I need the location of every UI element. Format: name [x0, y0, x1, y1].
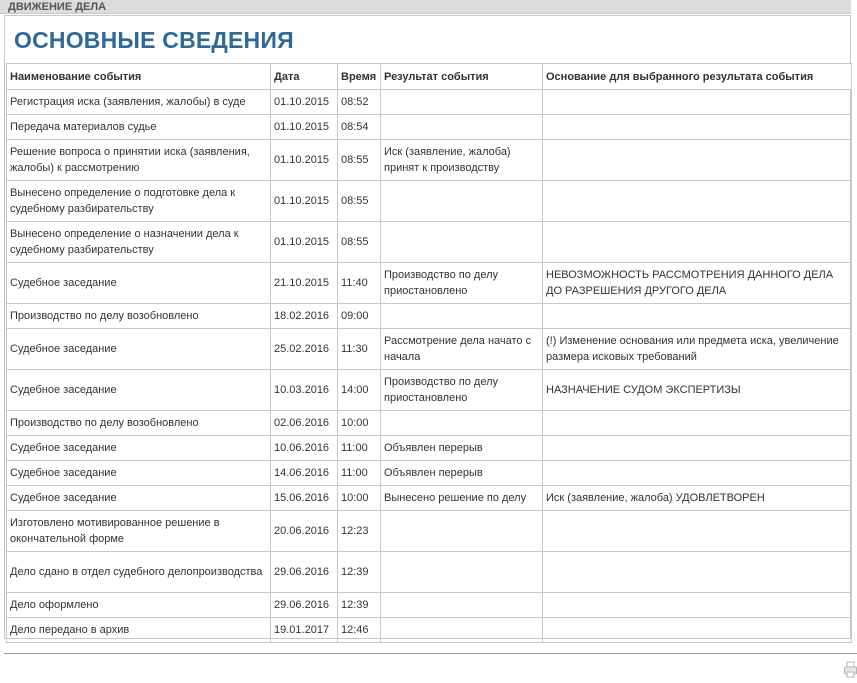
time-cell: 09:00	[338, 304, 381, 329]
table-row	[7, 552, 852, 593]
table-row	[7, 618, 852, 643]
event-name-cell: Судебное заседание	[7, 461, 271, 486]
date-cell: 21.10.2015	[271, 263, 338, 304]
table-row	[7, 115, 852, 140]
basis-cell: Иск (заявление, жалоба) УДОВЛЕТВОРЕН	[543, 486, 852, 511]
table-row	[7, 222, 852, 263]
time-cell: 14:00	[338, 370, 381, 411]
column-header-event: Наименование события	[7, 64, 271, 90]
table-row	[7, 370, 852, 411]
time-cell: 12:39	[338, 552, 381, 593]
event-name-cell: Дело сдано в отдел судебного делопроизводства	[7, 552, 271, 593]
result-cell: Объявлен перерыв	[381, 436, 543, 461]
column-header-date: Дата	[271, 64, 338, 90]
time-cell: 11:40	[338, 263, 381, 304]
result-cell: Иск (заявление, жалоба) принят к производству	[381, 140, 543, 181]
table-row	[7, 511, 852, 552]
result-cell: Производство по делу приостановлено	[381, 263, 543, 304]
result-cell	[381, 618, 543, 643]
section-title: ОСНОВНЫЕ СВЕДЕНИЯ	[14, 27, 294, 53]
event-name-cell: Решение вопроса о принятии иска (заявления, жалобы) к рассмотрению	[7, 140, 271, 181]
time-cell: 08:52	[338, 90, 381, 115]
date-cell: 29.06.2016	[271, 552, 338, 593]
time-cell: 10:00	[338, 486, 381, 511]
event-name-cell: Судебное заседание	[7, 370, 271, 411]
time-cell: 10:00	[338, 411, 381, 436]
date-cell: 18.02.2016	[271, 304, 338, 329]
result-cell	[381, 411, 543, 436]
time-cell: 12:23	[338, 511, 381, 552]
result-cell: Рассмотрение дела начато с начала	[381, 329, 543, 370]
time-cell: 11:00	[338, 436, 381, 461]
result-cell	[381, 511, 543, 552]
table-row	[7, 181, 852, 222]
result-cell	[381, 115, 543, 140]
time-cell: 08:55	[338, 222, 381, 263]
event-name-cell: Судебное заседание	[7, 263, 271, 304]
basis-cell	[543, 222, 852, 263]
basis-cell	[543, 181, 852, 222]
event-name-cell: Передача материалов судье	[7, 115, 271, 140]
table-row	[7, 461, 852, 486]
basis-cell	[543, 411, 852, 436]
basis-cell	[543, 618, 852, 643]
basis-cell: НЕВОЗМОЖНОСТЬ РАССМОТРЕНИЯ ДАННОГО ДЕЛА ДО РАЗРЕШЕНИЯ ДРУГОГО ДЕЛА	[543, 263, 852, 304]
basis-cell	[543, 115, 852, 140]
table-row	[7, 593, 852, 618]
time-cell: 08:54	[338, 115, 381, 140]
table-row	[7, 90, 852, 115]
date-cell: 15.06.2016	[271, 486, 338, 511]
table-row	[7, 329, 852, 370]
result-cell	[381, 552, 543, 593]
result-cell	[381, 90, 543, 115]
date-cell: 19.01.2017	[271, 618, 338, 643]
result-cell: Объявлен перерыв	[381, 461, 543, 486]
date-cell: 20.06.2016	[271, 511, 338, 552]
time-cell: 08:55	[338, 181, 381, 222]
table-row	[7, 304, 852, 329]
table-header-row	[7, 64, 852, 90]
date-cell: 29.06.2016	[271, 593, 338, 618]
tab-label: ДВИЖЕНИЕ ДЕЛА	[8, 1, 107, 13]
event-name-cell: Дело оформлено	[7, 593, 271, 618]
result-cell	[381, 222, 543, 263]
tab-header[interactable]	[0, 0, 851, 14]
basis-cell: НАЗНАЧЕНИЕ СУДОМ ЭКСПЕРТИЗЫ	[543, 370, 852, 411]
date-cell: 01.10.2015	[271, 222, 338, 263]
basis-cell	[543, 552, 852, 593]
result-cell	[381, 593, 543, 618]
result-cell: Вынесено решение по делу	[381, 486, 543, 511]
time-cell: 12:46	[338, 618, 381, 643]
column-header-basis: Основание для выбранного результата события	[543, 64, 852, 90]
date-cell: 01.10.2015	[271, 90, 338, 115]
table-row	[7, 263, 852, 304]
event-name-cell: Дело передано в архив	[7, 618, 271, 643]
case-movement-panel	[4, 15, 851, 639]
event-name-cell: Судебное заседание	[7, 486, 271, 511]
table-row	[7, 411, 852, 436]
basis-cell	[543, 593, 852, 618]
date-cell: 10.03.2016	[271, 370, 338, 411]
event-name-cell: Судебное заседание	[7, 329, 271, 370]
page-divider	[4, 653, 857, 654]
event-name-cell: Производство по делу возобновлено	[7, 304, 271, 329]
table-row	[7, 486, 852, 511]
date-cell: 14.06.2016	[271, 461, 338, 486]
time-cell: 08:55	[338, 140, 381, 181]
basis-cell	[543, 461, 852, 486]
date-cell: 01.10.2015	[271, 181, 338, 222]
basis-cell	[543, 140, 852, 181]
table-row	[7, 436, 852, 461]
date-cell: 02.06.2016	[271, 411, 338, 436]
basis-cell: (!) Изменение основания или предмета иска, увеличение размера исковых требований	[543, 329, 852, 370]
column-header-time: Время	[338, 64, 381, 90]
basis-cell	[543, 436, 852, 461]
time-cell: 11:30	[338, 329, 381, 370]
table-row	[7, 140, 852, 181]
result-cell: Производство по делу приостановлено	[381, 370, 543, 411]
basis-cell	[543, 90, 852, 115]
basis-cell	[543, 304, 852, 329]
basis-cell	[543, 511, 852, 552]
column-header-result: Результат события	[381, 64, 543, 90]
date-cell: 01.10.2015	[271, 115, 338, 140]
result-cell	[381, 181, 543, 222]
time-cell: 11:00	[338, 461, 381, 486]
result-cell	[381, 304, 543, 329]
events-table	[6, 63, 852, 643]
time-cell: 12:39	[338, 593, 381, 618]
date-cell: 10.06.2016	[271, 436, 338, 461]
print-icon[interactable]	[844, 661, 857, 678]
event-name-cell: Изготовлено мотивированное решение в окончательной форме	[7, 511, 271, 552]
event-name-cell: Регистрация иска (заявления, жалобы) в суде	[7, 90, 271, 115]
event-name-cell: Производство по делу возобновлено	[7, 411, 271, 436]
date-cell: 01.10.2015	[271, 140, 338, 181]
event-name-cell: Судебное заседание	[7, 436, 271, 461]
event-name-cell: Вынесено определение о назначении дела к судебному разбирательству	[7, 222, 271, 263]
event-name-cell: Вынесено определение о подготовке дела к судебному разбирательству	[7, 181, 271, 222]
date-cell: 25.02.2016	[271, 329, 338, 370]
